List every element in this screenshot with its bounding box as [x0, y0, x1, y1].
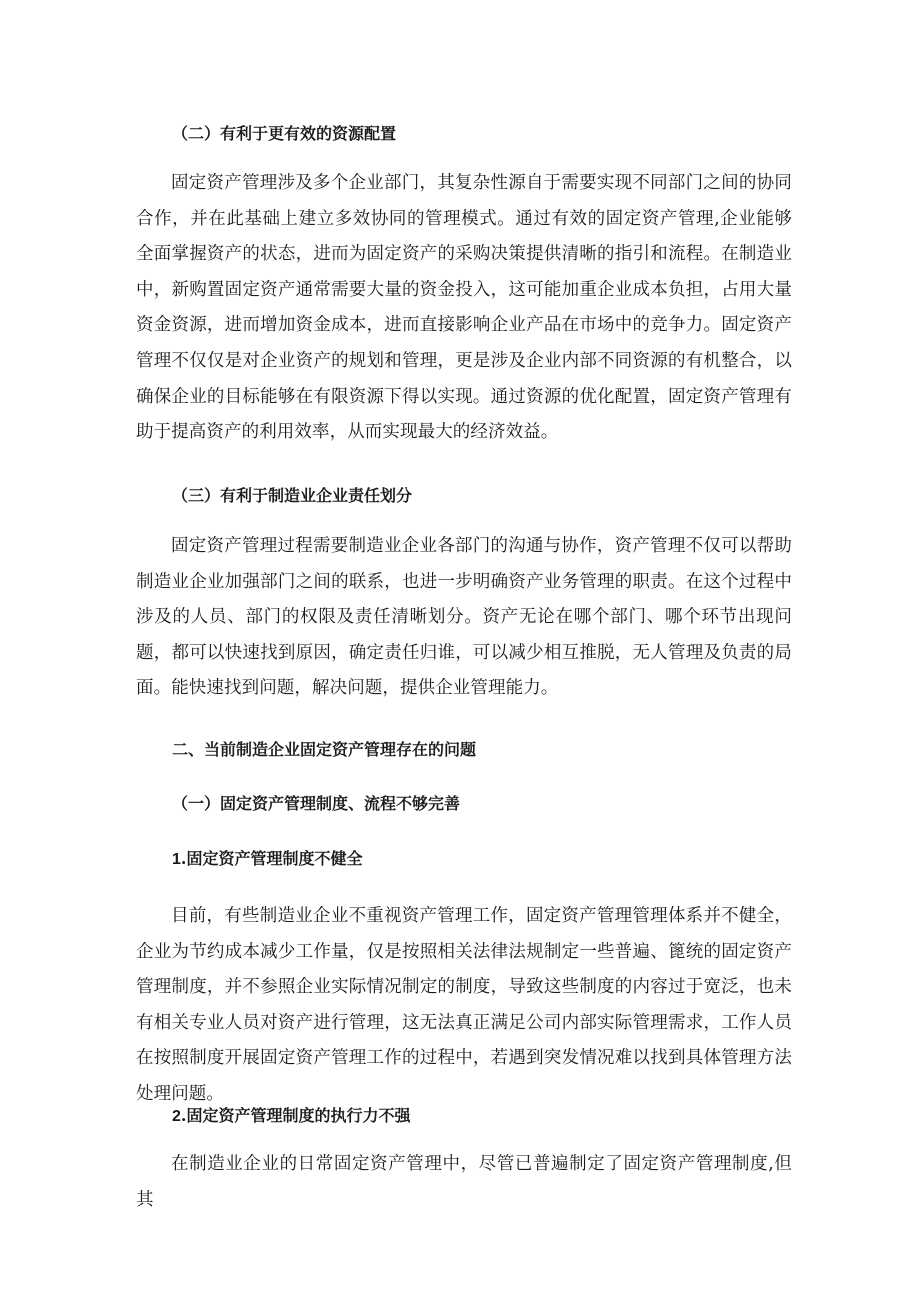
item-title-2: .固定资产管理制度的执行力不强 [180, 1106, 411, 1125]
sub-heading: （一）固定资产管理制度、流程不够完善 [172, 794, 461, 813]
section-heading-resource-allocation: （二）有利于更有效的资源配置 [172, 124, 397, 143]
item-number-2: 2 [172, 1108, 181, 1125]
paragraph-responsibility-division: 固定资产管理过程需要制造业企业各部门的沟通与协作，资产管理不仅可以帮助制造业企业加强部门之间的联系，也进一步明确资产业务管理的职责。在这个过程中涉及的人员、部门的权限及责任清晰划分。资产无论在哪个部门、哪个环节出现问题，都可以快速找到原因，确定责任归谁，可以减少相互推脱，无人管理及负责的局面。能快速找到问题，解决问题，提供企业管理能力。 [136, 536, 792, 699]
item-heading-1 [172, 849, 362, 870]
paragraph-item-1: 目前，有些制造业企业不重视资产管理工作，固定资产管理管理体系并不健全，企业为节约成本减少工作量，仅是按照相关法律法规制定一些普遍、篦统的固定资产管理制度，并不参照企业实际情况制定的制度，导致这些制度的内容过于宽泛，也未有相关专业人员对资产进行管理，这无法真正满足公司内部实际管理需求，工作人员在按照制度开展固定资产管理工作的过程中，若遇到突发情况难以找到具体管理方法处理问题。 [136, 906, 792, 1104]
item-title-1: .固定资产管理制度不健全 [180, 849, 363, 868]
section-heading-responsibility-division: （三）有利于制造业企业责任划分 [172, 486, 413, 505]
chapter-heading: 二、当前制造企业固定资产管理存在的问题 [172, 740, 477, 759]
paragraph-item-2: 在制造业企业的日常固定资产管理中，尽管已普遍制定了固定资产管理制度,但其 [136, 1154, 792, 1210]
paragraph-resource-allocation: 固定资产管理涉及多个企业部门，其复杂性源自于需要实现不同部门之间的协同合作，并在此基础上建立多效协同的管理模式。通过有效的固定资产管理,企业能够全面掌握资产的状态，进而为固定资产的采购决策提供清晰的指引和流程。在制造业中，新购置固定资产通常需要大量的资金投入，这可能加重企业成本负担，占用大量资金资源，进而增加资金成本，进而直接影响企业产品在市场中的竞争力。固定资产管理不仅仅是对企业资产的规划和管理，更是涉及企业内部不同资源的有机整合，以确保企业的目标能够在有限资源下得以实现。通过资源的优化配置，固定资产管理有助于提高资产的利用效率，从而实现最大的经济效益。 [136, 173, 792, 443]
item-number-1: 1 [172, 851, 181, 868]
item-heading-2 [172, 1106, 410, 1127]
